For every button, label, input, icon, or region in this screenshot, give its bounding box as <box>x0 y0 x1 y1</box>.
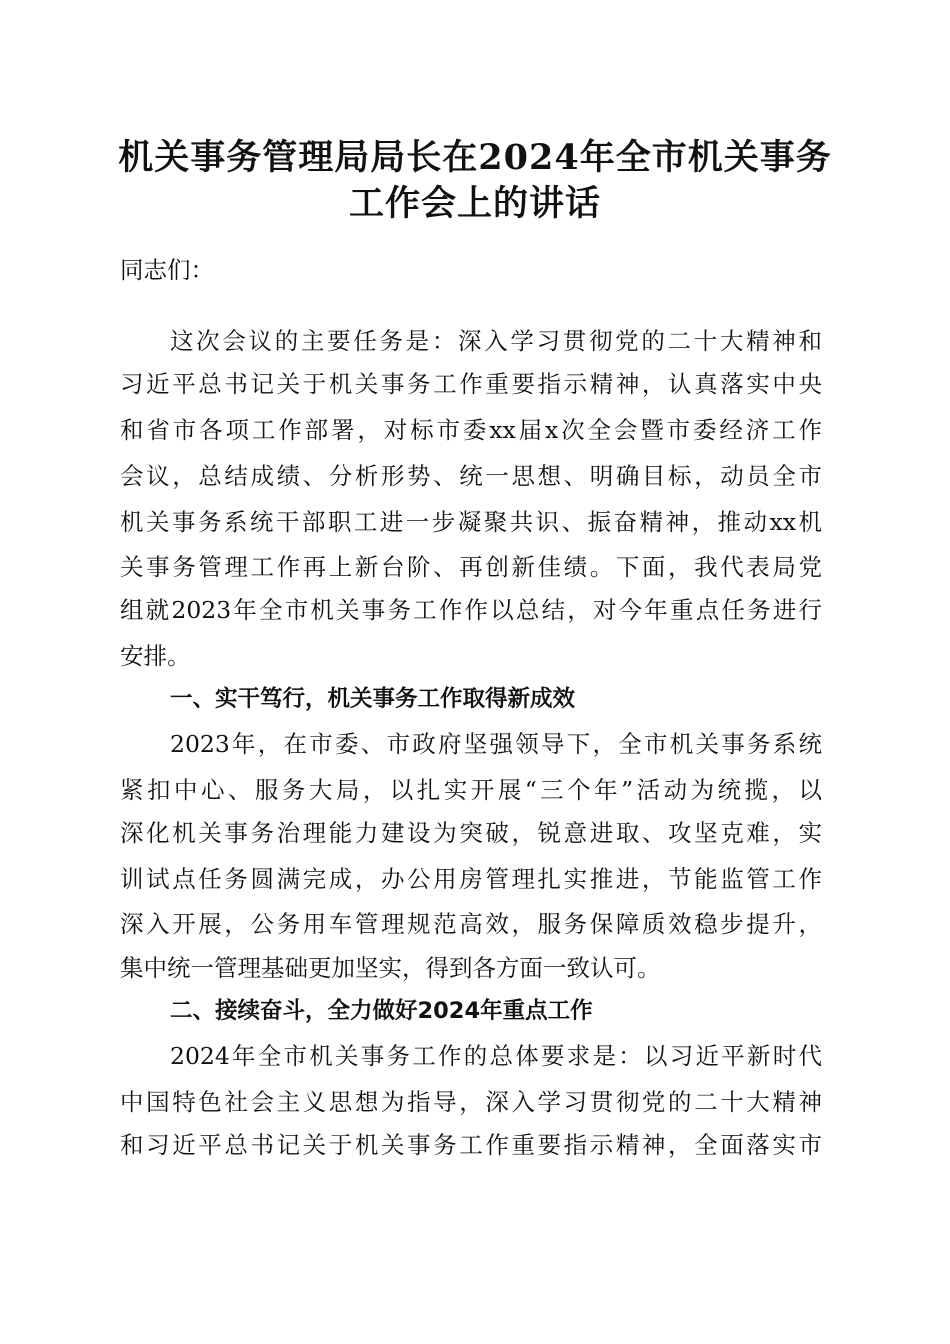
paragraph-2-line: 2023年，在市委、市政府坚强领导下，全市机关事务系统 <box>170 730 822 758</box>
paragraph-1-line: 组就2023年全市机关事务工作作以总结，对今年重点任务进行 <box>120 596 822 624</box>
paragraph-1-line: 关事务管理工作再上新台阶、再创新佳绩。下面，我代表局党 <box>120 553 822 581</box>
paragraph-3-line: 中国特色社会主义思想为指导，深入学习贯彻党的二十大精神 <box>120 1088 822 1116</box>
paragraph-2-line: 训试点任务圆满完成，办公用房管理扎实推进，节能监管工作 <box>120 865 822 893</box>
paragraph-2-line: 紧扣中心、服务大局，以扎实开展“三个年”活动为统揽，以 <box>120 776 822 804</box>
paragraph-1-line: 习近平总书记关于机关事务工作重要指示精神，认真落实中央 <box>120 370 822 398</box>
paragraph-2-line: 深化机关事务治理能力建设为突破，锐意进取、攻坚克难，实 <box>120 819 822 847</box>
paragraph-1-line: 和省市各项工作部署，对标市委xx届x次全会暨市委经济工作 <box>120 416 822 444</box>
paragraph-3-line: 2024年全市机关事务工作的总体要求是：以习近平新时代 <box>170 1042 822 1070</box>
paragraph-1-line: 这次会议的主要任务是：深入学习贯彻党的二十大精神和 <box>170 327 822 355</box>
paragraph-1-line: 机关事务系统干部职工进一步凝聚共识、振奋精神，推动xx机 <box>120 508 822 536</box>
paragraph-2-line: 集中统一管理基础更加坚实，得到各方面一致认可。 <box>120 954 661 982</box>
section-heading-1: 一、实干笃行，机关事务工作取得新成效 <box>170 686 576 712</box>
document-title-line-2: 工作会上的讲话 <box>348 183 601 224</box>
paragraph-1-line: 安排。 <box>120 642 191 670</box>
salutation: 同志们： <box>120 256 214 284</box>
section-heading-2: 二、接续奋斗，全力做好2024年重点工作 <box>170 998 593 1024</box>
paragraph-3-line: 和习近平总书记关于机关事务工作重要指示精神，全面落实市 <box>120 1131 822 1159</box>
paragraph-2-line: 深入开展，公务用车管理规范高效，服务保障质效稳步提升， <box>120 910 822 938</box>
document-title-line-1: 机关事务管理局局长在2024年全市机关事务 <box>118 137 832 178</box>
paragraph-1-line: 会议，总结成绩、分析形势、统一思想、明确目标，动员全市 <box>120 462 822 490</box>
